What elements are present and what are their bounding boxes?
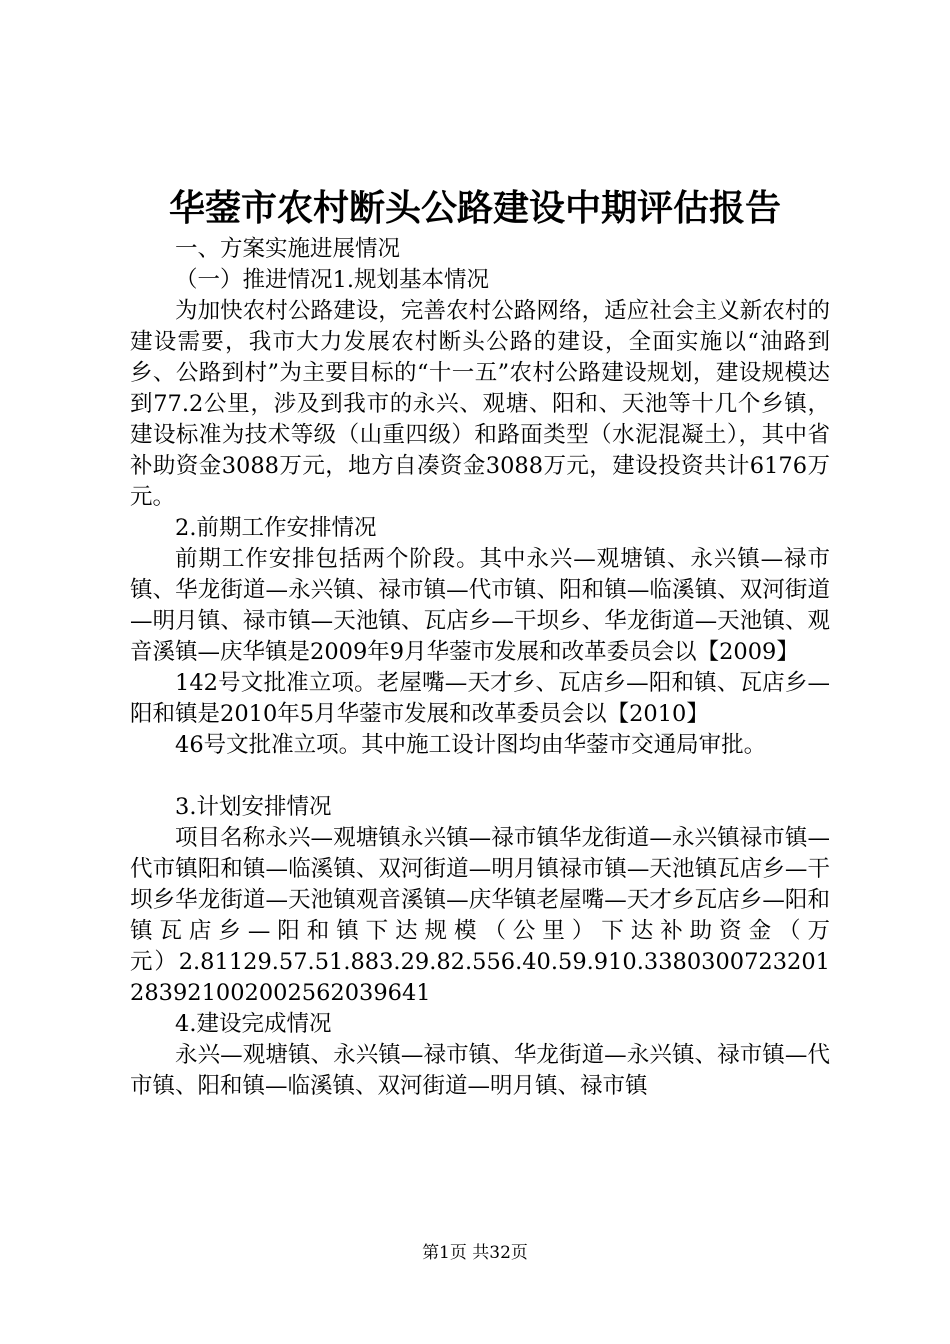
paragraph-planning: 为加快农村公路建设，完善农村公路网络，适应社会主义新农村的建设需要，我市大力发展农村断头公路的建设，全面实施以“油路到乡、公路到村”为主要目标的“十一五”农村公路建设规划，建设规模达到77.2公里，涉及到我市的永兴、观塘、阳和、天池等十几个乡镇，建设标准为技术等级（山重四级）和路面类型（水泥混凝土），其中省补助资金3088万元，地方自凑资金3088万元，建设投资共计6176万元。 [130, 298, 830, 510]
paragraph-early-work: 前期工作安排包括两个阶段。其中永兴—观塘镇、永兴镇—禄市镇、华龙街道—永兴镇、禄市镇—代市镇、阳和镇—临溪镇、双河街道—明月镇、禄市镇—天池镇、瓦店乡—干坝乡、华龙街道—天池镇、观音溪镇—庆华镇是2009年9月华蓥市发展和改革委员会以【2009】 [130, 546, 830, 665]
paragraph-plan-table: 项目名称永兴—观塘镇永兴镇—禄市镇华龙街道—永兴镇禄市镇—代市镇阳和镇—临溪镇、双河街道—明月镇禄市镇—天池镇瓦店乡—干坝乡华龙街道—天池镇观音溪镇—庆华镇老屋嘴—天才乡瓦店乡—阳和镇瓦店乡—阳和镇下达规模（公里）下达补助资金（万 [130, 825, 830, 944]
document-body [130, 234, 830, 1102]
section-heading-1: 一、方案实施进展情况 [175, 236, 401, 262]
subsection-heading-3: 3.计划安排情况 [175, 794, 332, 820]
subsection-heading: （一）推进情况1.规划基本情况 [175, 267, 489, 293]
paragraph-approval-2010: 142号文批准立项。老屋嘴—天才乡、瓦店乡—阳和镇、瓦店乡—阳和镇是2010年5月华蓥市发展和改革委员会以【2010】 [130, 670, 830, 727]
document-title: 华蓥市农村断头公路建设中期评估报告 [168, 187, 781, 229]
paragraph-approval-46: 46号文批准立项。其中施工设计图均由华蓥市交通局审批。 [175, 732, 767, 758]
page-footer: 第1页 共32页 [422, 1243, 528, 1263]
subsection-heading-2: 2.前期工作安排情况 [175, 515, 377, 541]
subsection-heading-4: 4.建设完成情况 [175, 1011, 332, 1037]
paragraph-completion: 永兴—观塘镇、永兴镇—禄市镇、华龙街道—永兴镇、禄市镇—代市镇、阳和镇—临溪镇、双河街道—明月镇、禄市镇 [130, 1042, 830, 1099]
paragraph-plan-figures: 元）2.81129.57.51.883.29.82.556.40.59.910.3380300723201283921002002562039641 [130, 949, 830, 1006]
paragraph-spacer [130, 761, 830, 792]
